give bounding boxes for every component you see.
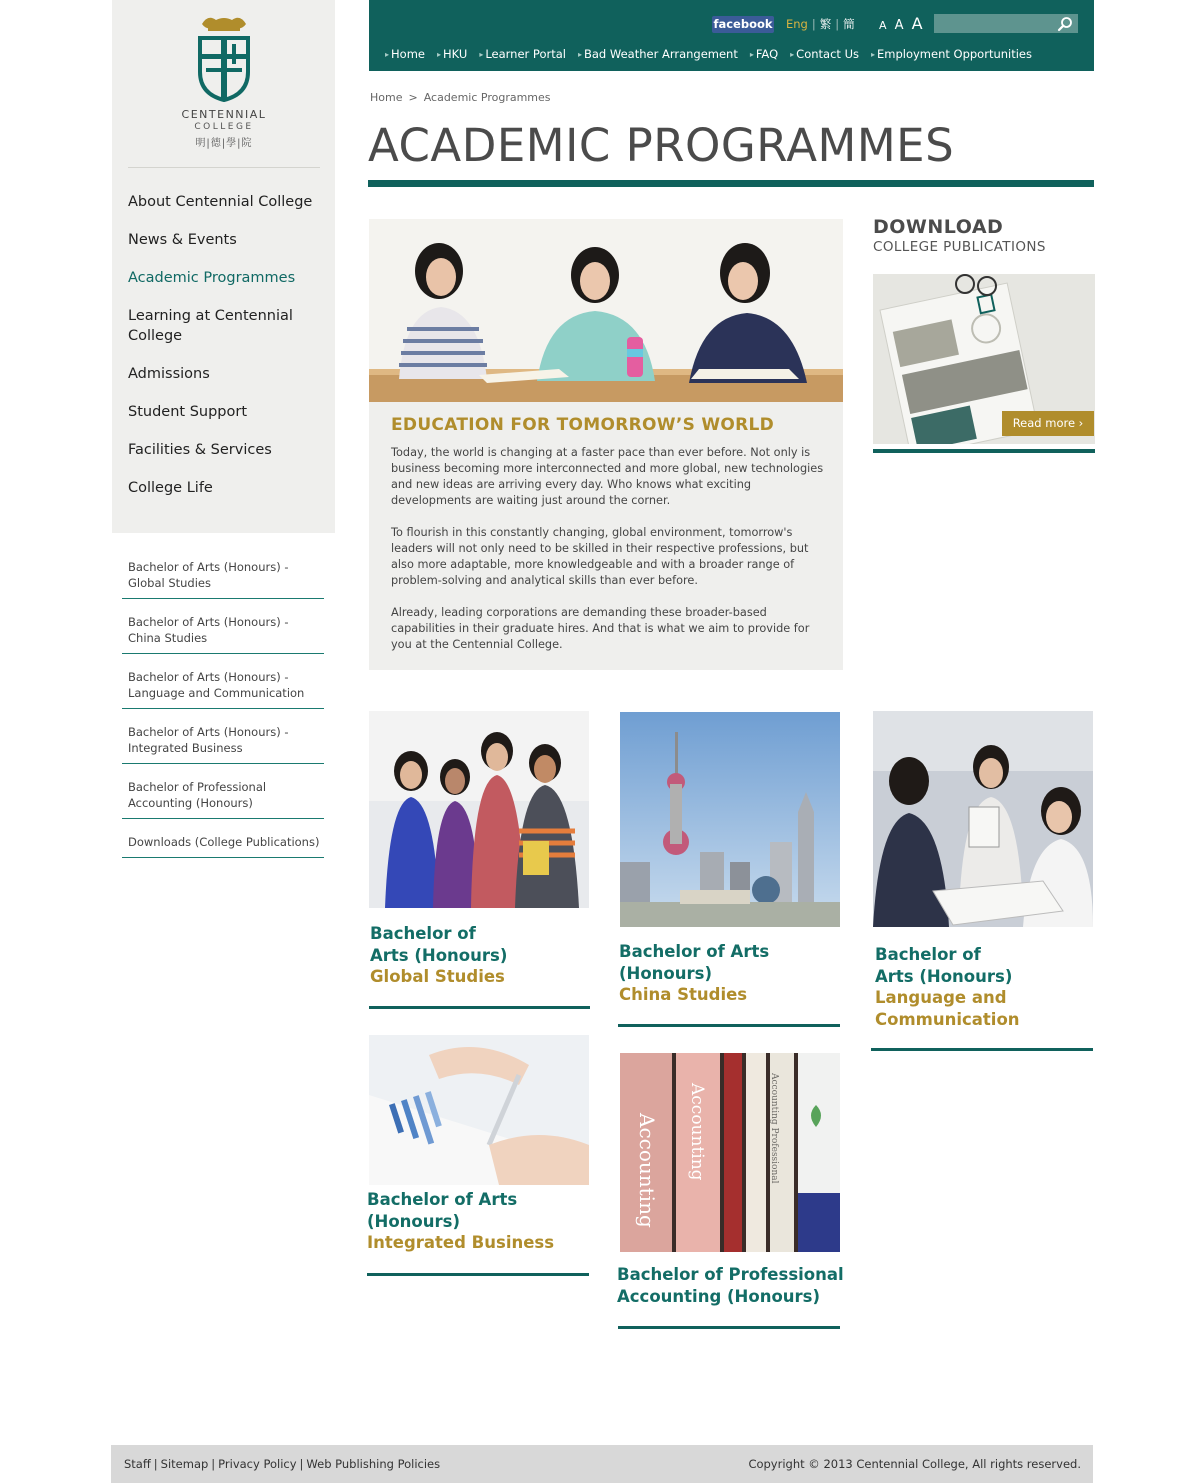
- arrow-right-icon: ▸: [577, 50, 582, 59]
- programme-title-line: Bachelor of Arts: [619, 942, 770, 961]
- page-title: ACADEMIC PROGRAMMES: [368, 119, 955, 172]
- main-nav: [128, 192, 328, 516]
- font-size-large[interactable]: A: [911, 14, 923, 33]
- programme-title-line: Bachelor of Arts: [367, 1190, 518, 1209]
- title-underline: [368, 180, 1094, 187]
- main-nav-item-news[interactable]: News & Events: [128, 232, 237, 248]
- programme-title-line: Bachelor of: [875, 945, 981, 964]
- footer-link-web-publishing-policies[interactable]: Web Publishing Policies: [306, 1457, 441, 1471]
- font-size-small[interactable]: A: [879, 19, 887, 32]
- arrow-right-icon: ▸: [790, 50, 795, 59]
- font-size-controls: [879, 13, 926, 37]
- china-studies-image[interactable]: [620, 712, 840, 927]
- logo-name: CENTENNIAL: [181, 108, 267, 121]
- feature-title: EDUCATION FOR TOMORROW’S WORLD: [391, 415, 775, 435]
- programme-underline: [871, 1048, 1093, 1051]
- svg-text:Accounting: Accounting: [635, 1113, 659, 1228]
- programme-subject: China Studies: [619, 985, 748, 1004]
- top-nav-learner-portal[interactable]: [479, 46, 566, 64]
- professional-accounting-image[interactable]: [620, 1053, 840, 1252]
- arrow-right-icon: ▸: [870, 50, 875, 59]
- feature-paragraph: Today, the world is changing at a faster pace than ever before. Not only is business becoming more interconnected and more global, new technologies and new ideas are arriving every day. Who knows what exciting developments are waiting just around the corner.: [391, 446, 824, 507]
- sub-nav-item-integrated-business[interactable]: Bachelor of Arts (Honours) - Integrated Business: [122, 722, 324, 764]
- lang-traditional-chinese[interactable]: 繁: [819, 17, 832, 31]
- top-nav-label: FAQ: [755, 47, 779, 61]
- programme-underline: [618, 1024, 840, 1027]
- programme-title-line: Arts (Honours): [875, 966, 1013, 986]
- feature-paragraph: Already, leading corporations are demanding these broader-based capabilities in their graduate hires. And that is what we aim to provide for you at the Centennial College.: [391, 606, 810, 651]
- download-subtitle: COLLEGE PUBLICATIONS: [873, 239, 1046, 255]
- top-nav-label: Learner Portal: [485, 47, 566, 61]
- main-nav-item-learning[interactable]: Learning at Centennial College: [128, 308, 293, 344]
- feature-panel: [369, 219, 843, 670]
- programme-title-line: (Honours): [619, 963, 713, 983]
- download-title: DOWNLOAD: [873, 216, 1004, 238]
- lang-simplified-chinese[interactable]: 簡: [843, 17, 855, 31]
- programme-title-line: Arts (Honours): [370, 945, 508, 965]
- top-nav-hku[interactable]: [437, 46, 467, 64]
- programme-title-language-communication[interactable]: [875, 944, 1065, 1030]
- students-discussion-image: [369, 219, 843, 402]
- logo-subtitle: COLLEGE: [194, 122, 254, 132]
- main-nav-item-admissions[interactable]: Admissions: [128, 366, 210, 382]
- facebook-link[interactable]: facebook: [713, 17, 773, 31]
- copyright: Copyright © 2013 Centennial College, All rights reserved.: [748, 1457, 1081, 1471]
- programme-subject: Integrated Business: [367, 1233, 555, 1252]
- lang-separator: |: [811, 17, 816, 31]
- sub-nav-item-professional-accounting[interactable]: Bachelor of Professional Accounting (Honours): [122, 777, 324, 819]
- programme-title-line: Accounting (Honours): [617, 1286, 821, 1306]
- programme-subject: Global Studies: [370, 967, 505, 986]
- global-studies-image[interactable]: [369, 711, 589, 908]
- read-more-button[interactable]: Read more ›: [1002, 411, 1094, 436]
- main-nav-item-academic-programmes[interactable]: Academic Programmes: [128, 270, 296, 286]
- top-nav-employment[interactable]: [871, 46, 1032, 64]
- arrow-right-icon: ▸: [479, 50, 484, 59]
- download-underline: [873, 449, 1095, 453]
- programme-underline: [369, 1006, 590, 1009]
- main-nav-item-about[interactable]: About Centennial College: [128, 194, 313, 210]
- footer-link-privacy-policy[interactable]: Privacy Policy: [218, 1457, 297, 1471]
- programme-title-integrated-business[interactable]: [367, 1189, 554, 1254]
- top-nav-contact-us[interactable]: [790, 46, 859, 64]
- svg-text:Accounting Professional: Accounting Professional: [769, 1073, 779, 1184]
- svg-text:Accounting: Accounting: [687, 1083, 707, 1181]
- sidebar: [112, 0, 335, 533]
- integrated-business-image[interactable]: [369, 1035, 589, 1185]
- sub-nav-item-language-communication[interactable]: Bachelor of Arts (Honours) - Language and Communication: [122, 667, 324, 709]
- lang-english[interactable]: Eng: [786, 17, 808, 31]
- top-nav-label: Bad Weather Arrangement: [583, 47, 738, 61]
- logo-divider: [128, 167, 320, 168]
- programme-title-line: (Honours): [367, 1211, 461, 1231]
- top-nav-faq[interactable]: [750, 46, 778, 64]
- programme-subject: Language and Communication: [875, 988, 1020, 1029]
- sub-nav-item-global-studies[interactable]: Bachelor of Arts (Honours) - Global Studies: [122, 557, 324, 599]
- feature-paragraph: To flourish in this constantly changing, global environment, tomorrow's leaders will not only need to be skilled in their respective professions, but also more adaptable, more knowledgeable and with a broader range of problem-solving and analytical skills than ever before.: [391, 526, 809, 587]
- programme-title-china-studies[interactable]: [619, 941, 769, 1006]
- top-nav: [385, 46, 1044, 64]
- main-nav-item-facilities[interactable]: Facilities & Services: [128, 442, 272, 458]
- college-logo[interactable]: [176, 14, 272, 150]
- top-nav-label: Contact Us: [796, 47, 859, 61]
- breadcrumb-separator: >: [408, 91, 418, 104]
- arrow-right-icon: ▸: [385, 50, 390, 59]
- footer-link-staff[interactable]: Staff: [124, 1457, 151, 1471]
- breadcrumb-home[interactable]: Home: [370, 91, 403, 104]
- sub-nav-item-china-studies[interactable]: Bachelor of Arts (Honours) - China Studies: [122, 612, 324, 654]
- programme-underline: [618, 1326, 840, 1329]
- main-nav-item-college-life[interactable]: College Life: [128, 480, 213, 496]
- programme-underline: [367, 1273, 589, 1276]
- footer-separator: |: [299, 1457, 304, 1471]
- footer-links: [124, 1457, 440, 1471]
- footer-separator: |: [211, 1457, 216, 1471]
- language-communication-image[interactable]: [873, 711, 1093, 927]
- language-switcher: [786, 16, 855, 33]
- sub-nav-item-downloads[interactable]: Downloads (College Publications): [122, 832, 324, 858]
- lion-crest-icon: [194, 14, 254, 102]
- top-nav-label: HKU: [443, 47, 468, 61]
- top-nav-label: Employment Opportunities: [877, 47, 1033, 61]
- arrow-right-icon: ▸: [436, 50, 441, 59]
- footer-link-sitemap[interactable]: Sitemap: [160, 1457, 209, 1471]
- footer-separator: |: [153, 1457, 158, 1471]
- top-bar: [369, 0, 1094, 71]
- footer: [111, 1445, 1093, 1483]
- lang-separator: |: [835, 17, 840, 31]
- breadcrumb-current: Academic Programmes: [423, 91, 551, 104]
- programme-title-line: Bachelor of Professional: [617, 1265, 844, 1284]
- programme-title-global-studies[interactable]: [370, 923, 507, 988]
- font-size-medium[interactable]: A: [894, 18, 904, 33]
- top-nav-home[interactable]: [385, 46, 425, 64]
- logo-chinese-name: 明|德|學|院: [195, 138, 253, 149]
- breadcrumb: [370, 91, 551, 104]
- search-icon[interactable]: [1057, 16, 1073, 32]
- top-nav-label: Home: [391, 47, 425, 61]
- top-nav-bad-weather[interactable]: [578, 46, 738, 64]
- main-nav-item-student-support[interactable]: Student Support: [128, 404, 248, 420]
- programme-title-line: Bachelor of: [370, 924, 476, 943]
- programme-title-professional-accounting[interactable]: [617, 1264, 844, 1307]
- arrow-right-icon: ▸: [749, 50, 754, 59]
- sub-nav: [122, 557, 324, 871]
